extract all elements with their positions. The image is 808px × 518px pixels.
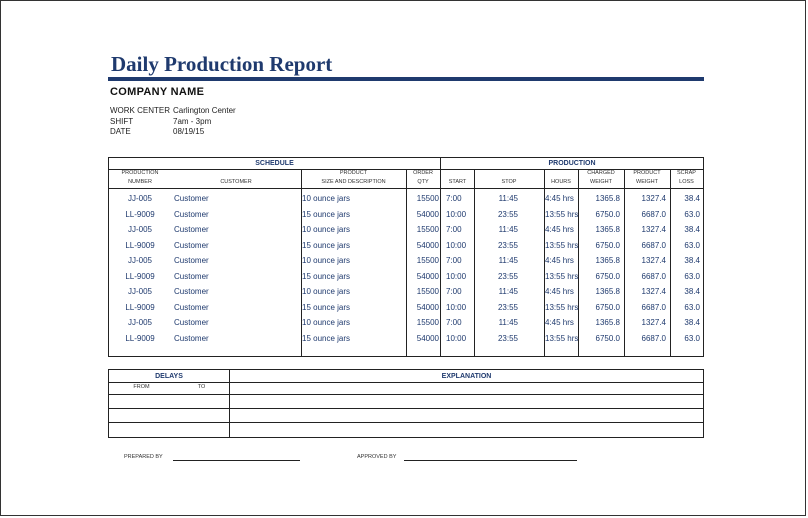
company-name: COMPANY NAME	[110, 86, 205, 98]
cell-stop: 11:45	[498, 194, 518, 203]
info-value: Carlington Center	[173, 106, 236, 115]
info-shift	[110, 117, 211, 126]
cell-charged: 6750.0	[595, 302, 620, 312]
cell-start: 7:00	[446, 287, 462, 296]
cell-qty: 15500	[416, 318, 439, 327]
cell-charged: 6750.0	[595, 209, 620, 219]
delays-divider	[229, 370, 230, 437]
cell-hours: 4:45 hrs	[545, 287, 574, 296]
cell-pweight: 1327.4	[641, 318, 666, 327]
delays-row-line	[109, 394, 703, 395]
cell-pweight: 6687.0	[641, 240, 666, 250]
cell-start: 10:00	[446, 271, 467, 281]
cell-num: LL-9009	[125, 240, 155, 250]
col-hours: HOURS	[551, 179, 571, 185]
cell-scrap: 63.0	[684, 333, 700, 343]
cell-hours: 4:45 hrs	[545, 318, 574, 327]
col-prod-number: PRODUCTION NUMBER	[121, 170, 159, 185]
cell-num: LL-9009	[125, 333, 155, 343]
cell-stop: 23:55	[497, 240, 518, 250]
cell-start: 10:00	[446, 302, 467, 312]
cell-start: 10:00	[446, 333, 467, 343]
delays-row-line	[109, 408, 703, 409]
cell-hours: 13:55 hrs	[545, 333, 579, 343]
production-header: PRODUCTION	[548, 160, 596, 167]
cell-num: LL-9009	[125, 302, 155, 312]
cell-start: 7:00	[446, 256, 462, 265]
cell-qty: 15500	[416, 287, 439, 296]
cell-product: 10 ounce jars	[302, 318, 351, 327]
cell-charged: 1365.8	[595, 287, 620, 296]
cell-start: 7:00	[446, 318, 462, 327]
cell-num: JJ-005	[127, 318, 152, 327]
cell-stop: 11:45	[498, 225, 518, 234]
delays-table	[108, 369, 704, 438]
approved-by-field[interactable]	[404, 460, 577, 461]
delays-row-line	[109, 422, 703, 423]
cell-stop: 23:55	[497, 271, 518, 281]
cell-scrap: 63.0	[684, 302, 700, 312]
cell-pweight: 6687.0	[641, 302, 666, 312]
cell-customer: Customer	[174, 271, 209, 281]
report-title: Daily Production Report	[111, 52, 333, 76]
cell-stop: 23:55	[497, 302, 518, 312]
cell-charged: 1365.8	[595, 318, 620, 327]
col-start: START	[448, 179, 467, 185]
cell-qty: 54000	[416, 333, 439, 343]
cell-pweight: 6687.0	[641, 333, 666, 343]
cell-hours: 13:55 hrs	[545, 271, 579, 281]
cell-hours: 4:45 hrs	[545, 256, 574, 265]
cell-product: 10 ounce jars	[302, 256, 351, 265]
cell-scrap: 63.0	[684, 271, 700, 281]
cell-scrap: 38.4	[684, 287, 700, 296]
cell-product: 15 ounce jars	[302, 302, 351, 312]
info-key: DATE	[110, 127, 131, 136]
col-customer: CUSTOMER	[220, 179, 252, 185]
col-scrap-loss: SCRAP LOSS	[677, 170, 696, 185]
col-product-weight: PRODUCT WEIGHT	[633, 170, 661, 185]
col-stop: STOP	[501, 179, 517, 185]
cell-pweight: 1327.4	[641, 287, 666, 296]
cell-num: LL-9009	[125, 209, 155, 219]
cell-customer: Customer	[174, 333, 209, 343]
cell-num: JJ-005	[127, 256, 152, 265]
cell-product: 10 ounce jars	[302, 225, 351, 234]
approved-by-label: APPROVED BY	[357, 454, 397, 460]
info-work-center	[110, 106, 236, 115]
cell-pweight: 6687.0	[641, 271, 666, 281]
cell-qty: 15500	[416, 194, 439, 203]
cell-hours: 4:45 hrs	[545, 194, 574, 203]
cell-product: 15 ounce jars	[302, 209, 351, 219]
cell-product: 10 ounce jars	[302, 194, 351, 203]
cell-customer: Customer	[174, 256, 209, 265]
info-date	[110, 127, 204, 136]
cell-scrap: 38.4	[684, 194, 700, 203]
cell-product: 15 ounce jars	[302, 271, 351, 281]
cell-num: JJ-005	[127, 225, 152, 234]
cell-charged: 1365.8	[595, 194, 620, 203]
cell-hours: 4:45 hrs	[545, 225, 574, 234]
cell-qty: 54000	[416, 209, 439, 219]
cell-start: 7:00	[446, 225, 462, 234]
cell-qty: 54000	[416, 271, 439, 281]
cell-hours: 13:55 hrs	[545, 240, 579, 250]
cell-pweight: 1327.4	[641, 225, 666, 234]
info-key: SHIFT	[110, 117, 134, 126]
cell-stop: 23:55	[497, 333, 518, 343]
info-value: 08/19/15	[173, 127, 205, 136]
cell-qty: 54000	[416, 302, 439, 312]
cell-scrap: 63.0	[684, 240, 700, 250]
cell-qty: 15500	[416, 256, 439, 265]
cell-product: 10 ounce jars	[302, 287, 351, 296]
info-value: 7am - 3pm	[173, 117, 212, 126]
cell-start: 10:00	[446, 240, 467, 250]
cell-product: 15 ounce jars	[302, 333, 351, 343]
cell-stop: 23:55	[497, 209, 518, 219]
cell-stop: 11:45	[498, 256, 518, 265]
cell-qty: 54000	[416, 240, 439, 250]
col-order-qty: ORDER QTY	[413, 170, 433, 185]
cell-charged: 6750.0	[595, 240, 620, 250]
cell-customer: Customer	[174, 240, 209, 250]
info-key: WORK CENTER	[110, 106, 170, 115]
cell-customer: Customer	[174, 225, 209, 234]
cell-num: JJ-005	[127, 287, 152, 296]
col-charged-weight: CHARGED WEIGHT	[587, 170, 615, 185]
explanation-header: EXPLANATION	[441, 373, 492, 380]
cell-qty: 15500	[416, 225, 439, 234]
cell-customer: Customer	[174, 194, 209, 203]
cell-pweight: 6687.0	[641, 209, 666, 219]
cell-pweight: 1327.4	[641, 194, 666, 203]
prepared-by-label: PREPARED BY	[124, 454, 163, 460]
cell-customer: Customer	[174, 318, 209, 327]
cell-num: JJ-005	[127, 194, 152, 203]
cell-scrap: 38.4	[684, 318, 700, 327]
cell-charged: 1365.8	[595, 256, 620, 265]
cell-customer: Customer	[174, 302, 209, 312]
cell-customer: Customer	[174, 287, 209, 296]
cell-charged: 6750.0	[595, 333, 620, 343]
cell-scrap: 38.4	[684, 225, 700, 234]
title-rule	[108, 77, 704, 81]
cell-start: 10:00	[446, 209, 467, 219]
cell-stop: 11:45	[498, 287, 518, 296]
col-product: PRODUCT SIZE AND DESCRIPTION	[321, 170, 386, 185]
cell-start: 7:00	[446, 194, 462, 203]
delays-from: FROM	[133, 384, 150, 390]
cell-charged: 6750.0	[595, 271, 620, 281]
delays-to: TO	[197, 384, 206, 390]
cell-customer: Customer	[174, 209, 209, 219]
cell-pweight: 1327.4	[641, 256, 666, 265]
delays-header: DELAYS	[155, 373, 183, 380]
schedule-header: SCHEDULE	[255, 160, 294, 167]
cell-scrap: 63.0	[684, 209, 700, 219]
cell-hours: 13:55 hrs	[545, 302, 579, 312]
cell-stop: 11:45	[498, 318, 518, 327]
cell-charged: 1365.8	[595, 225, 620, 234]
cell-num: LL-9009	[125, 271, 155, 281]
cell-hours: 13:55 hrs	[545, 209, 579, 219]
prepared-by-field[interactable]	[173, 460, 300, 461]
cell-scrap: 38.4	[684, 256, 700, 265]
production-table	[108, 157, 704, 357]
cell-product: 15 ounce jars	[302, 240, 351, 250]
